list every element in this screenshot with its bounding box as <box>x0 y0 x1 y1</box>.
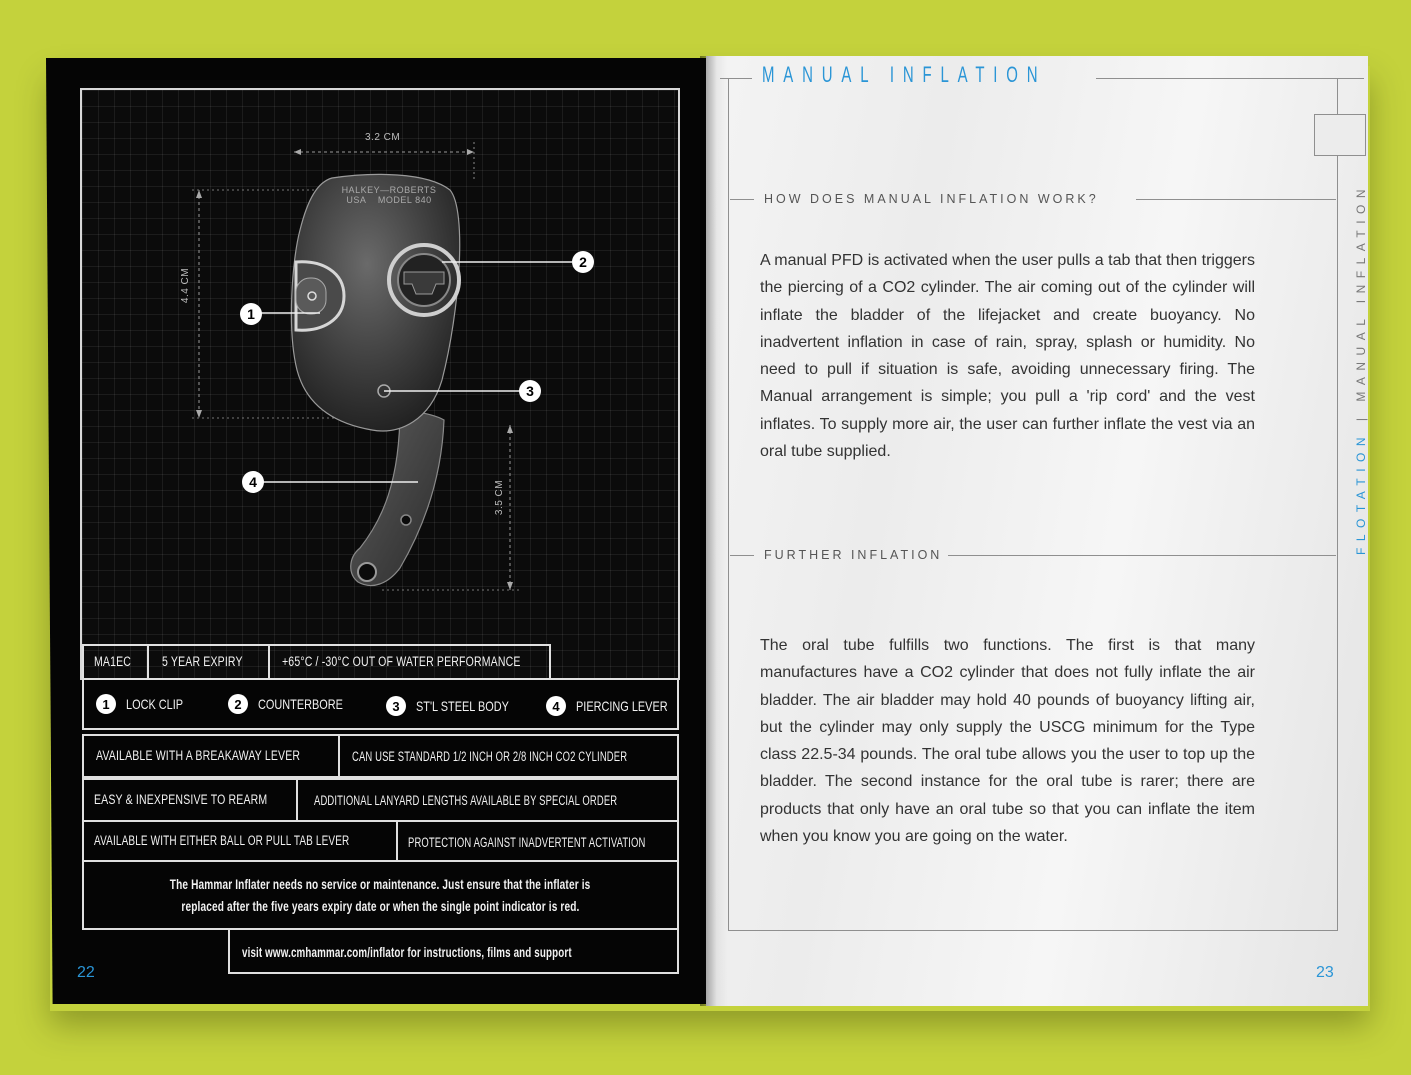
frame-left <box>728 78 729 930</box>
legend-number: 4 <box>546 696 566 716</box>
page-number-right: 23 <box>1316 964 1334 981</box>
page-title: MANUAL INFLATION <box>762 62 1047 87</box>
dimension-height: 4.4 CM <box>180 267 192 304</box>
note-line-2: replaced after the five years expiry date or when the single point indicator is red. <box>181 898 580 914</box>
rule-s2-right <box>948 555 1336 556</box>
legend-label: PIERCING LEVER <box>576 698 668 714</box>
feature-lever-type: AVAILABLE WITH EITHER BALL OR PULL TAB LEVER <box>94 833 350 848</box>
frame-right <box>1337 78 1338 930</box>
support-link[interactable]: visit www.cmhammar.com/inflator for instructions, films and support <box>242 944 572 960</box>
frame-bottom <box>728 930 1338 931</box>
feature-lanyard: ADDITIONAL LANYARD LENGTHS AVAILABLE BY SPECIAL ORDER <box>314 793 618 808</box>
side-section-label <box>1354 183 1368 555</box>
legend-counterbore <box>228 694 367 714</box>
inflater-illustration <box>82 90 680 680</box>
feature-row-2 <box>82 778 679 822</box>
legend-steel-body <box>386 696 535 716</box>
page-gutter <box>700 56 728 1006</box>
note-line-1: The Hammar Inflater needs no service or maintenance. Just ensure that the inflater is <box>170 876 591 892</box>
support-link-box <box>228 928 679 974</box>
legend-piercing-lever <box>546 696 693 716</box>
frame-top-right <box>1096 78 1364 79</box>
callout-1: 1 <box>240 303 262 325</box>
side-label-separator: | <box>1354 411 1368 422</box>
side-label-manual: MANUAL INFLATION <box>1354 182 1368 402</box>
engraving-line-1: HALKEY—ROBERTS <box>341 185 437 195</box>
engraving-line-2: USA MODEL 840 <box>346 195 432 205</box>
dimension-width: 3.2 CM <box>365 132 401 143</box>
feature-rearm: EASY & INEXPENSIVE TO REARM <box>94 792 268 807</box>
callout-2: 2 <box>572 251 594 273</box>
feature-row-3 <box>82 820 679 862</box>
legend-label: ST'L STEEL BODY <box>416 698 509 714</box>
callout-3: 3 <box>519 380 541 402</box>
feature-protection: PROTECTION AGAINST INADVERTENT ACTIVATION <box>408 835 646 850</box>
expiry-spec: 5 YEAR EXPIRY <box>162 654 243 669</box>
section-2-heading: FURTHER INFLATION <box>764 548 943 562</box>
legend-lock-clip <box>96 694 199 714</box>
temperature-spec: +65°C / -30°C OUT OF WATER PERFORMANCE <box>282 654 521 669</box>
rule-s1-left <box>730 199 754 200</box>
legend-number: 3 <box>386 696 406 716</box>
maintenance-note <box>82 860 679 930</box>
frame-top-left <box>720 78 752 79</box>
dimension-lever: 3.5 CM <box>494 479 506 516</box>
spec-row-1 <box>82 644 551 680</box>
legend-label: COUNTERBORE <box>258 696 343 712</box>
section-1-body: A manual PFD is activated when the user pulls a tab that then triggers the piercing of a CO2 cylinder. The air coming out of the cylinder will inflate the bladder of the lifejacket and create buoyancy. No inadvertent inflation in case of rain, spray, splash or humidity. No need to pull if situation is safe, avoiding unnecessary firing. The Manual arrangement is simple; you pull a 'rip cord' and the vest inflates. To supply more air, the user can further inflate the vest via an oral tube supplied. <box>760 252 1255 461</box>
parts-legend <box>82 678 679 730</box>
tab-marker <box>1314 114 1366 156</box>
rule-s2-left <box>730 555 754 556</box>
engraving <box>334 185 444 205</box>
section-1-heading: HOW DOES MANUAL INFLATION WORK? <box>764 192 1099 206</box>
inflater-diagram <box>80 88 680 680</box>
feature-row-1 <box>82 734 679 778</box>
feature-breakaway: AVAILABLE WITH A BREAKAWAY LEVER <box>96 748 301 763</box>
feature-cylinder: CAN USE STANDARD 1/2 INCH OR 2/8 INCH CO2 CYLINDER <box>352 749 628 764</box>
page-number-left: 22 <box>77 964 95 981</box>
section-2-body: The oral tube fulfills two functions. The first is that many manufactures have a CO2 cylinder that does not fully inflate the air bladder. The air bladder may hold 40 pounds of buoyancy lifting air, but the cylinder may only supply the USCG minimum for the Type class 22.5-34 pounds. The oral tube allows you the user to top up the bladder. The second instance for the oral tube is rarer; there are products that only have an oral tube so that you can inflate the item when you know you are going on the water. <box>760 637 1255 846</box>
callout-4: 4 <box>242 471 264 493</box>
rule-s1-right <box>1136 199 1336 200</box>
legend-label: LOCK CLIP <box>126 696 184 712</box>
model-code: MA1EC <box>94 654 132 669</box>
legend-number: 1 <box>96 694 116 714</box>
side-label-flotation: FLOTATION <box>1354 430 1368 555</box>
legend-number: 2 <box>228 694 248 714</box>
